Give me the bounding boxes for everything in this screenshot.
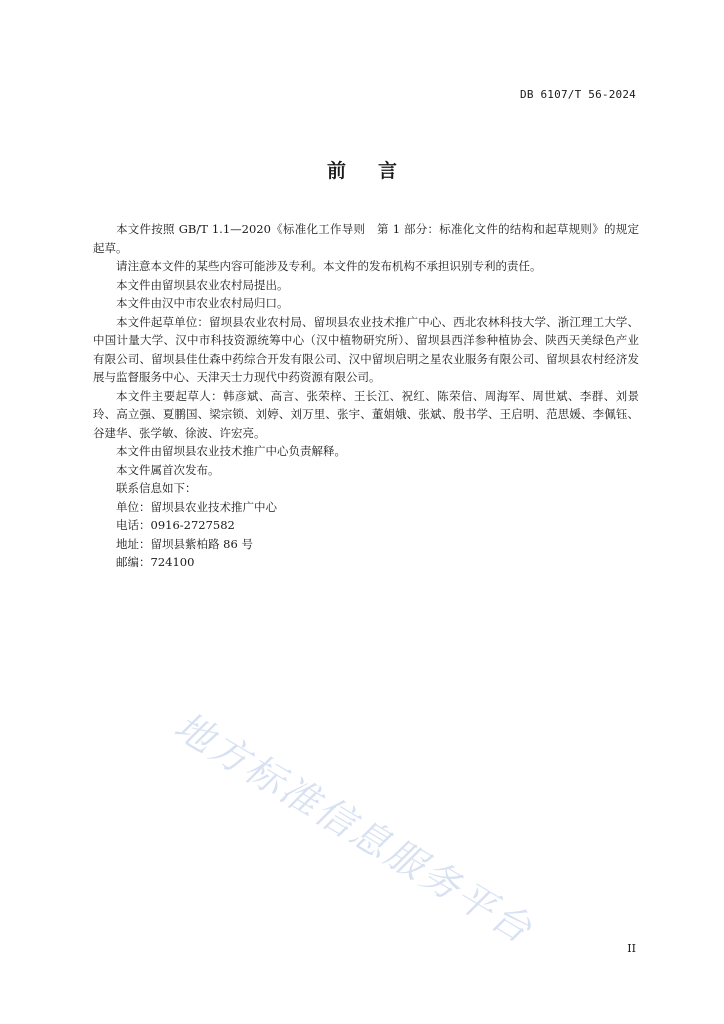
contact-unit: 单位：留坝县农业技术推广中心 [116, 499, 277, 514]
paragraph-drafting-units: 本文件起草单位：留坝县农业农村局、留坝县农业技术推广中心、西北农林科技大学、浙江理工大学、中国计量大学、汉中市科技资源统筹中心（汉中植物研究所）、留坝县西洋参种植协会、陕西天美绿色产业有限公司、留坝县佳仕森中药综合开发有限公司、汉中留坝启明之星农业服务有限公司、留坝县农村经济发展与监督服务中心、天津天士力现代中药资源有限公司。 [93, 314, 639, 384]
contact-phone: 电话：0916-2727582 [116, 518, 235, 532]
paragraph-contact-heading: 联系信息如下： [116, 481, 197, 495]
page-title: 前言 [326, 160, 429, 182]
paragraph-drafters: 本文件主要起草人：韩彦斌、高言、张荣梓、王长江、祝红、陈荣信、周海军、周世斌、李群、刘景玲、高立强、夏鹏国、梁宗锁、刘婷、刘万里、张宇、董娟娥、张斌、殷书学、王启明、范思媛、李佩钰、谷建华、张学敏、徐波、许宏亮。 [93, 388, 639, 440]
foreword-body [93, 220, 639, 572]
paragraph-centralized-by: 本文件由汉中市农业农村局归口。 [116, 296, 289, 310]
paragraph-patent-notice: 请注意本文件的某些内容可能涉及专利。本文件的发布机构不承担识别专利的责任。 [116, 259, 542, 273]
paragraph-interpretation: 本文件由留坝县农业技术推广中心负责解释。 [116, 444, 346, 458]
document-code: DB 6107/T 56-2024 [520, 88, 636, 101]
paragraph-first-release: 本文件属首次发布。 [116, 462, 220, 477]
contact-address: 地址：留坝县紫柏路 86 号 [116, 536, 253, 551]
contact-postcode: 邮编：724100 [116, 555, 195, 569]
page-number: II [627, 942, 636, 955]
paragraph-proposed-by: 本文件由留坝县农业农村局提出。 [116, 277, 289, 292]
watermark-text: 地方标准信息服务平台 [166, 703, 541, 953]
paragraph-drafting-rules: 本文件按照 GB/T 1.1—2020《标准化工作导则 第 1 部分：标准化文件的结构和起草规则》的规定起草。 [93, 222, 639, 255]
